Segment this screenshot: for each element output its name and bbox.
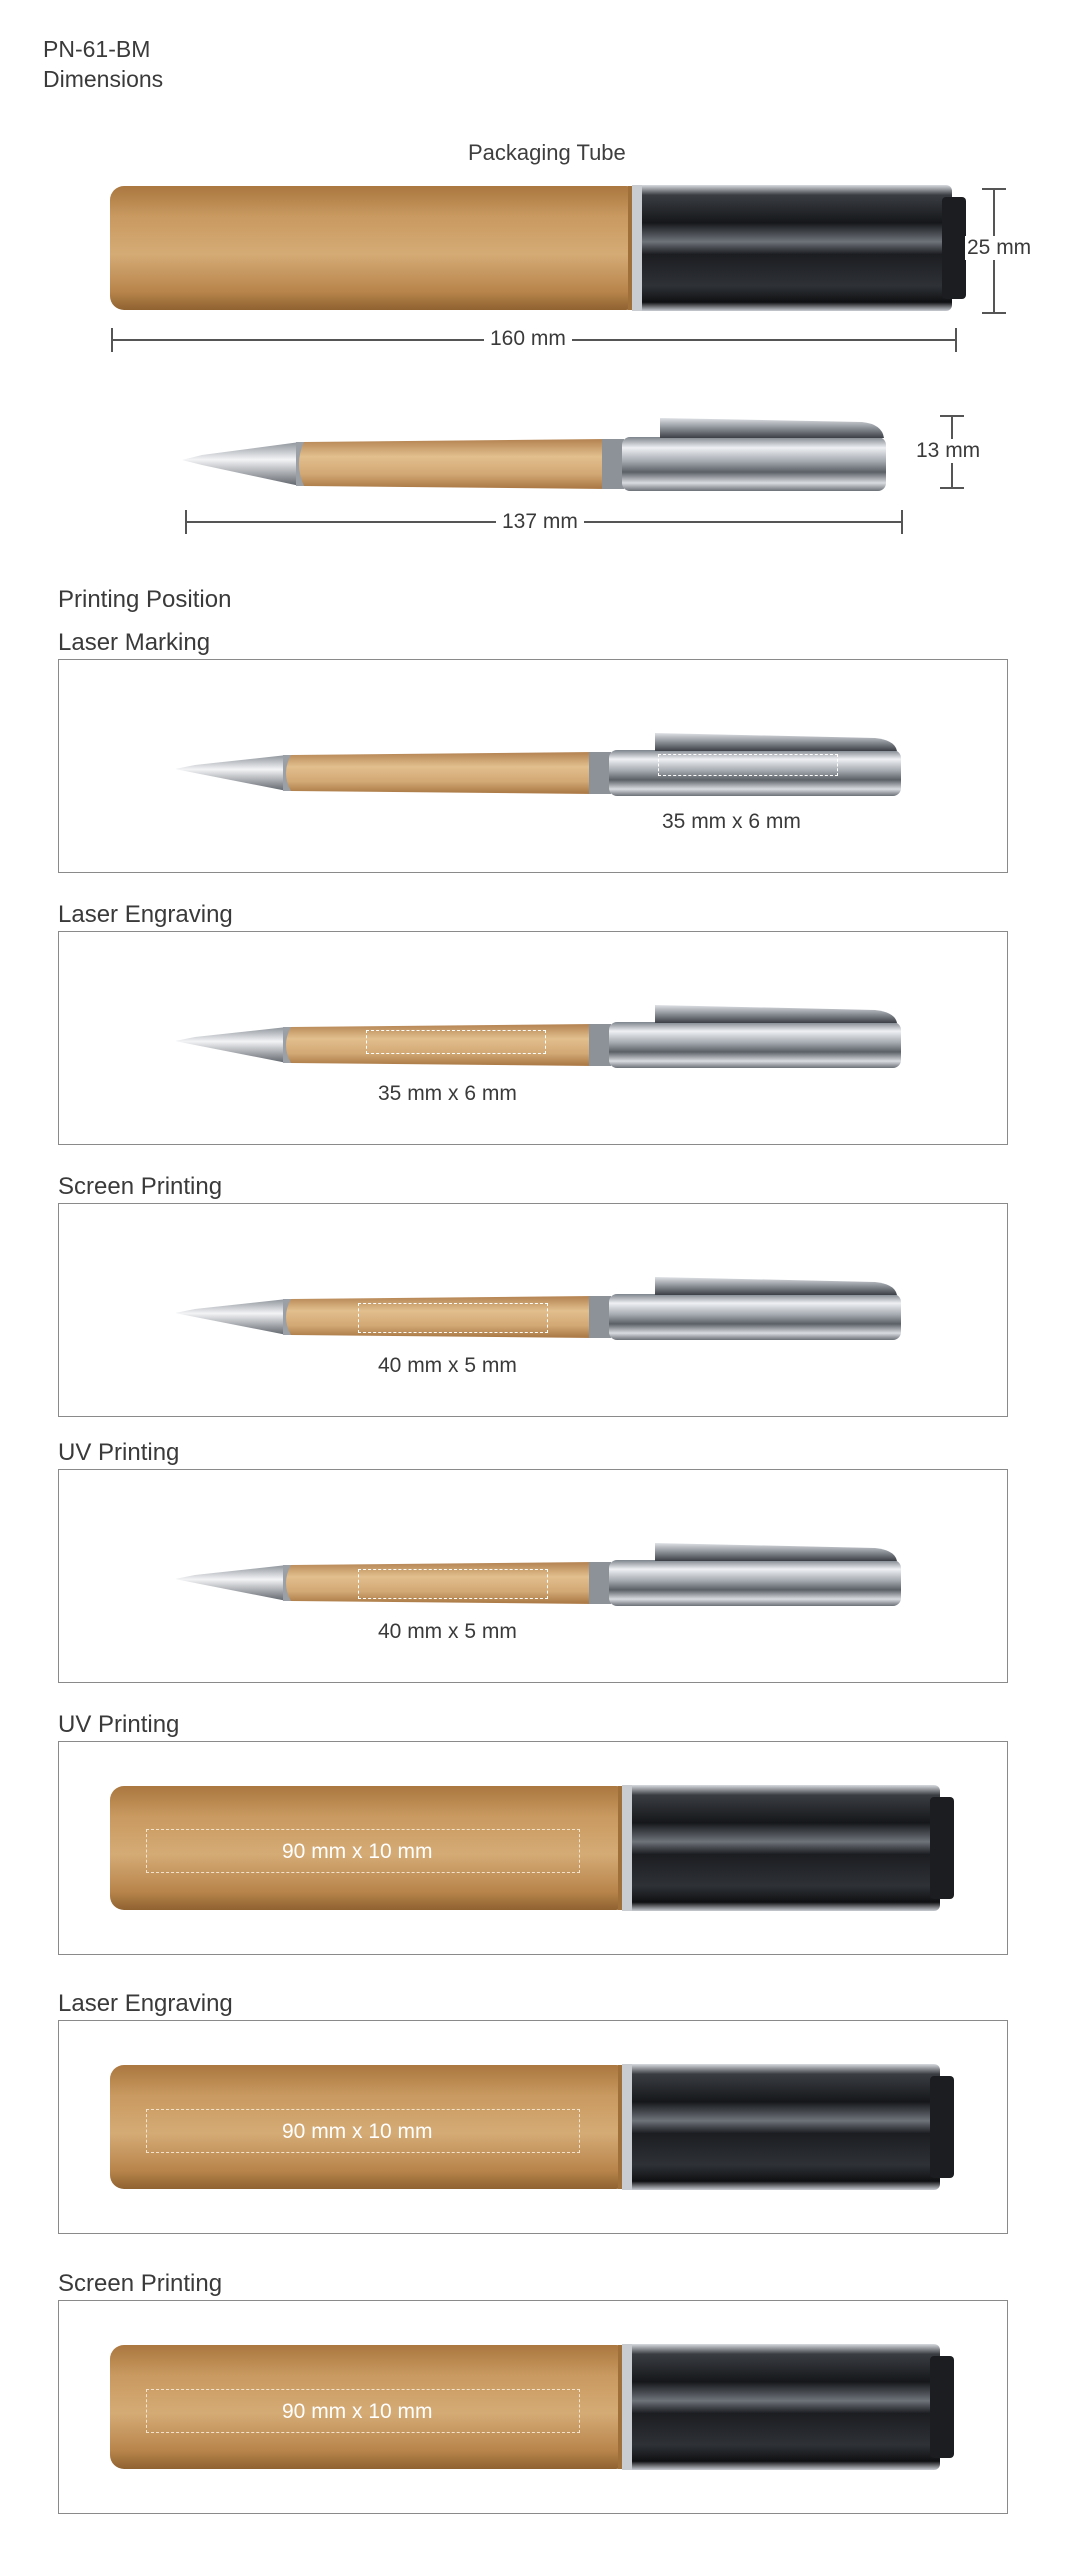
pen-diameter-label: 13 mm — [916, 439, 981, 462]
tube-illustration — [108, 183, 968, 313]
tube-length-label: 160 mm — [484, 327, 572, 351]
section-title: Laser Marking — [58, 629, 211, 656]
pen-length-label: 137 mm — [496, 510, 584, 534]
print-area-size: 40 mm x 5 mm — [378, 1354, 517, 1377]
print-area-outline — [658, 754, 838, 776]
section-title: UV Printing — [58, 1439, 180, 1466]
packaging-tube-title: Packaging Tube — [468, 140, 626, 165]
tube-diameter-label: 25 mm — [967, 236, 1032, 259]
section-title: Screen Printing — [58, 2270, 223, 2297]
dimensions-subtitle: Dimensions — [43, 66, 164, 92]
printing-position-title: Printing Position — [58, 586, 232, 613]
print-area-size: 40 mm x 5 mm — [378, 1620, 517, 1643]
print-area-size: 90 mm x 10 mm — [282, 2120, 433, 2143]
print-area-outline — [358, 1303, 548, 1333]
print-area-size: 35 mm x 6 mm — [662, 810, 801, 833]
print-area-size: 90 mm x 10 mm — [282, 2400, 433, 2423]
product-code: PN-61-BM — [43, 36, 151, 62]
section-title: Laser Engraving — [58, 901, 233, 928]
pen-illustration — [182, 412, 902, 492]
section-title: Screen Printing — [58, 1173, 223, 1200]
section-title: Laser Engraving — [58, 1990, 233, 2017]
print-area-outline — [366, 1030, 546, 1054]
print-area-size: 35 mm x 6 mm — [378, 1082, 517, 1105]
print-area-size: 90 mm x 10 mm — [282, 1840, 433, 1863]
section-title: UV Printing — [58, 1711, 180, 1738]
print-area-outline — [358, 1569, 548, 1599]
